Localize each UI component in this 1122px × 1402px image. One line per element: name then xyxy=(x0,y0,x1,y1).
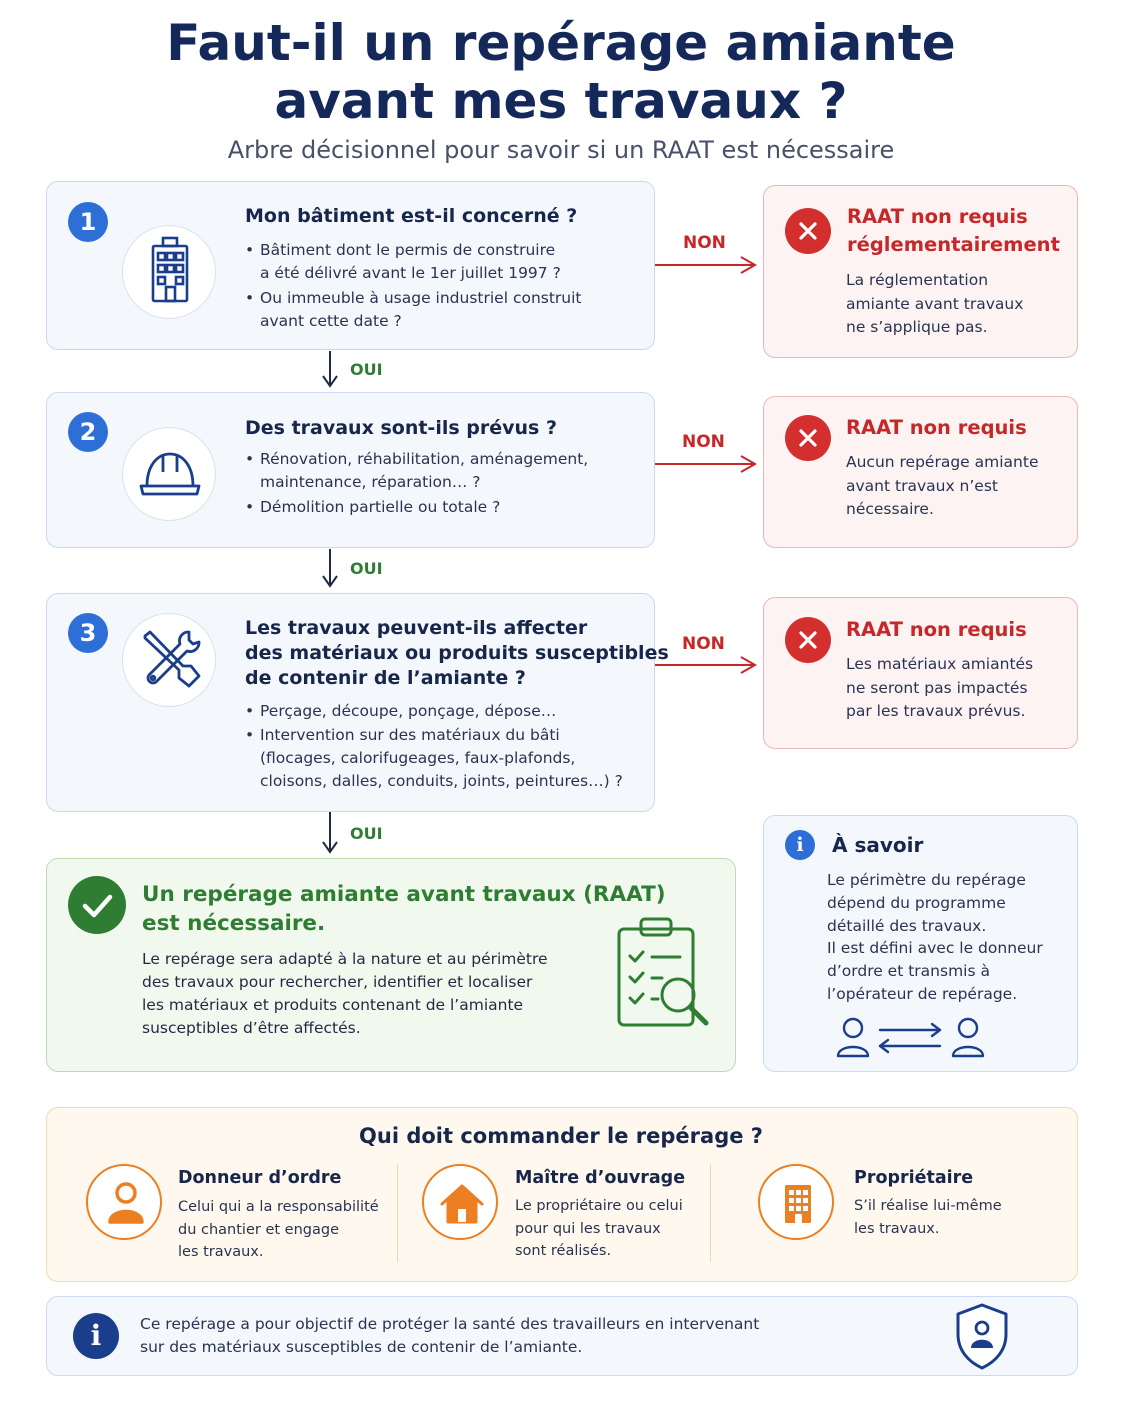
info-title: À savoir xyxy=(832,833,924,857)
result-text: Le repérage sera adapté à la nature et au périmètre des travaux pour rechercher, identifier et localiser les matériaux et produits contenant de l’amiante susceptibles d’être affectés. xyxy=(142,950,548,1037)
tools-icon xyxy=(123,614,217,708)
no-arrow-3-head xyxy=(741,657,755,673)
yes-label-2: OUI xyxy=(350,559,383,578)
role-2-text: Le propriétaire ou celui pour qui les travaux sont réalisés. xyxy=(515,1198,683,1259)
outcome-3-text: Les matériaux amiantés ne seront pas impactés par les travaux prévus. xyxy=(846,655,1034,720)
house-icon xyxy=(424,1166,500,1242)
step-2-bullet: • Démolition partielle ou totale ? xyxy=(245,496,645,519)
role-1-text: Celui qui a la responsabilité du chantier et engage les travaux. xyxy=(178,1199,379,1260)
no-label-3: NON xyxy=(682,634,725,654)
no-arrow-1-head xyxy=(741,257,755,273)
step-2-number: 2 xyxy=(68,412,108,452)
outcome-1-title: RAAT non requis réglementairement xyxy=(847,205,1060,256)
person-icon xyxy=(88,1166,164,1242)
step-1-bullet: • Bâtiment dont le permis de construire a été délivré avant le 1er juillet 1997 ? xyxy=(245,239,645,285)
step-1-bullet: • Ou immeuble à usage industriel construit avant cette date ? xyxy=(245,287,645,333)
role-3-icon-wrapper xyxy=(758,1164,834,1240)
page-subtitle: Arbre décisionnel pour savoir si un RAAT est nécessaire xyxy=(227,136,895,164)
result-title: Un repérage amiante avant travaux (RAAT) est nécessaire. xyxy=(142,882,666,936)
footer-text: Ce repérage a pour objectif de protéger la santé des travailleurs en intervenant sur des matériaux susceptibles de contenir de l’amiante. xyxy=(140,1315,760,1356)
page-title-line-1: Faut-il un repérage amiante xyxy=(166,14,956,72)
no-label-2: NON xyxy=(682,432,725,452)
step-2-icon-wrapper xyxy=(122,427,216,521)
outcome-3-title: RAAT non requis xyxy=(846,618,1027,641)
no-arrows xyxy=(655,257,755,673)
page-title-line-2: avant mes travaux ? xyxy=(274,72,848,130)
role-1-name: Donneur d’ordre xyxy=(178,1168,342,1188)
step-2-question: Des travaux sont-ils prévus ? xyxy=(245,417,557,439)
role-2-icon-wrapper xyxy=(422,1164,498,1240)
x-icon xyxy=(785,208,831,254)
step-1-question: Mon bâtiment est-il concerné ? xyxy=(245,205,578,227)
role-2-name: Maître d’ouvrage xyxy=(515,1168,686,1188)
yes-label-3: OUI xyxy=(350,824,383,843)
info-icon: i xyxy=(73,1313,119,1359)
step-3-number: 3 xyxy=(68,613,108,653)
outcome-2-text: Aucun repérage amiante avant travaux n’est nécessaire. xyxy=(846,453,1039,518)
clipboard-search-icon xyxy=(610,912,720,1034)
step-2-bullet: • Rénovation, réhabilitation, aménagement, maintenance, réparation… ? xyxy=(245,448,645,494)
role-1-icon-wrapper xyxy=(86,1164,162,1240)
yes-label-1: OUI xyxy=(350,360,383,379)
step-3-bullet: • Intervention sur des matériaux du bâti (flocages, calorifugeages, faux-plafonds, cloisons, dalles, conduits, joints, peintures…) ? xyxy=(245,724,645,793)
info-text: Le périmètre du repérage dépend du programme détaillé des travaux. Il est défini avec le donneur d’ordre et transmis à l’opérateur de repérage. xyxy=(827,871,1043,1003)
building-icon xyxy=(760,1166,836,1242)
yes-arrow-2-head xyxy=(323,576,337,586)
x-icon xyxy=(785,415,831,461)
people-exchange-icon xyxy=(830,1013,990,1061)
yes-arrow-3-head xyxy=(323,842,337,852)
step-1-icon-wrapper xyxy=(122,225,216,319)
role-3-text: S’il réalise lui-même les travaux. xyxy=(854,1198,1002,1237)
divider xyxy=(710,1164,711,1262)
step-3-question: Les travaux peuvent-ils affecter des matériaux ou produits susceptibles de contenir de l’amiante ? xyxy=(245,617,669,689)
yes-arrow-1-head xyxy=(323,376,337,386)
divider xyxy=(397,1164,398,1262)
step-3-bullet: • Perçage, découpe, ponçage, dépose… xyxy=(245,700,645,723)
who-title: Qui doit commander le repérage ? xyxy=(359,1124,763,1148)
step-1-bullets xyxy=(245,239,645,333)
role-3-name: Propriétaire xyxy=(854,1168,974,1188)
building-icon xyxy=(123,226,217,320)
no-label-1: NON xyxy=(683,233,726,253)
step-2-bullets xyxy=(245,448,645,519)
check-circle-icon xyxy=(68,876,126,934)
hard-hat-icon xyxy=(123,428,217,522)
info-icon: i xyxy=(785,830,815,860)
step-1-number: 1 xyxy=(68,202,108,242)
outcome-1-text: La réglementation amiante avant travaux ne s’applique pas. xyxy=(846,271,1024,336)
shield-person-icon xyxy=(950,1301,1014,1371)
x-icon xyxy=(785,617,831,663)
step-3-icon-wrapper xyxy=(122,613,216,707)
step-3-bullets xyxy=(245,700,645,793)
outcome-2-title: RAAT non requis xyxy=(846,416,1027,439)
no-arrow-2-head xyxy=(741,456,755,472)
